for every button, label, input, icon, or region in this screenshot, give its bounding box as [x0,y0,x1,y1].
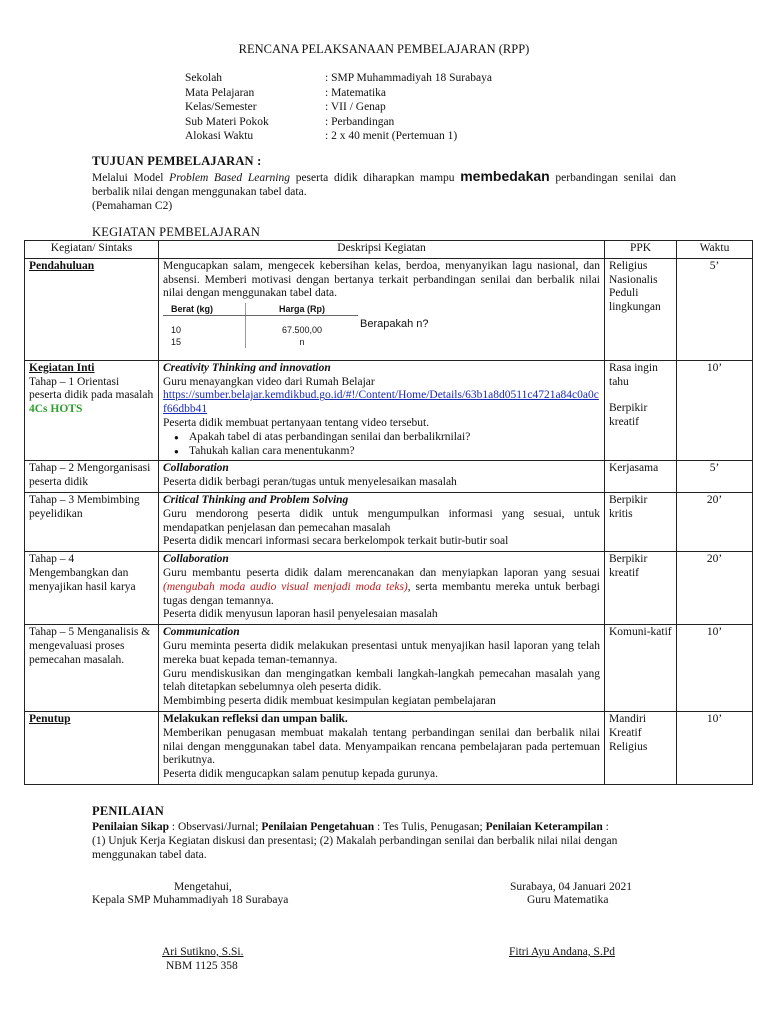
activity-text: , serta membantu mereka untuk berbagi tugas dengan temannya. [163,580,600,607]
penilaian-value: : [602,821,609,833]
meta-row-kelas [185,100,492,115]
activity-description: Peserta didik menyusun laporan hasil penyelesaian masalah [163,608,438,621]
tujuan-text: peserta didik diharapkan mampu [290,172,461,184]
sintaks-step: Tahap – 3 Membimbing peyelidikan [25,492,159,551]
table-header-row [25,241,753,259]
example-data-table [163,303,358,348]
activity-description: Guru menayangkan video dari Rumah Belajar [163,375,375,388]
tujuan-keyword: membedakan [460,168,550,184]
penilaian-label: Penilaian Pengetahuan [261,821,375,833]
activity-title: Critical Thinking and Problem Solving [163,493,349,506]
table-row-tahap-2 [25,461,753,493]
table-row-tahap-4 [25,552,753,625]
penilaian-detail: (1) Unjuk Kerja Kegiatan diskusi dan presentasi; (2) Makalah perbandingan senilai dan berbalik nilai nilai dengan menggunakan tabel data. [92,835,618,861]
col-header-waktu: Waktu [677,241,753,259]
example-table-row [163,336,358,348]
ppk-item: Religius [609,740,648,753]
document-title: RENCANA PELAKSANAAN PEMBELAJARAN (RPP) [238,42,530,56]
waktu-cell: 5’ [677,461,753,493]
example-cell: n [246,336,359,348]
example-header-berat: Berat (kg) [163,303,246,316]
table-row-penutup [25,711,753,784]
ppk-item: Berpikir kreatif [605,552,677,625]
activity-title: Communication [163,626,240,639]
activity-description: Peserta didik membuat pertanyaan tentang video tersebut. [163,416,430,429]
meta-value: : Perbandingan [325,115,395,128]
waktu-cell: 10’ [677,360,753,461]
ppk-item: Rasa ingin tahu [609,361,658,388]
penilaian-value: : Tes Tulis, Penugasan; [374,821,486,833]
meta-value: : 2 x 40 menit (Pertemuan 1) [325,130,458,142]
waktu-cell: 20’ [677,492,753,551]
activity-text: Guru membantu peserta didik dalam merencanakan dan menyiapkan laporan yang sesuai [163,566,600,579]
meta-row-sekolah [185,71,492,86]
activity-description: Guru mendiskusikan dan mengingatkan kembali langkah-langkah pemecahan masalah yang telah ditetapkan sebelumnya oleh peserta didik. [163,667,600,694]
activity-title: Collaboration [163,462,229,475]
example-cell: 15 [171,337,182,348]
tujuan-level: (Pemahaman C2) [92,200,173,212]
signature-right-place-date: Surabaya, 04 Januari 2021 [510,881,632,893]
meta-label: Alokasi Waktu [185,130,254,142]
sintaks-step: Tahap – 5 Menganalisis & mengevaluasi proses pemecahan masalah. [25,625,159,712]
penilaian-heading: PENILAIAN [92,804,164,818]
ppk-item: Kerjasama [605,461,677,493]
activity-description: Peserta didik mencari informasi secara berkelompok terkait butir-butir soal [163,535,509,548]
meta-value: : SMP Muhammadiyah 18 Surabaya [325,72,492,84]
sintaks-step: Tahap – 4 Mengembangkan dan menyajikan hasil karya [25,552,159,625]
sintaks-label: Kegiatan Inti [29,361,95,374]
table-row-pendahuluan [25,258,753,360]
waktu-cell: 5’ [677,258,753,360]
ppk-item: Religius [609,259,648,272]
ppk-item: Peduli [609,287,639,300]
col-header-sintaks: Kegiatan/ Sintaks [25,241,159,259]
example-cell: 10 [171,325,182,336]
activity-description: Guru mendorong peserta didik untuk mengumpulkan informasi yang sesuai, untuk mendapatkan penjelasan dan pemecahan masalah [163,507,600,534]
example-table-block [163,301,600,348]
example-header-harga: Harga (Rp) [246,303,359,316]
activity-description: Guru meminta peserta didik melakukan presentasi untuk menyajikan hasil laporan yang telah mereka buat kepada teman-temannya. [163,639,600,666]
activity-description: Mengucapkan salam, mengecek kebersihan kelas, berdoa, menyanyikan lagu nasional, dan absensi. Memberi motivasi dengan bertanya terkait perbandingan senilai dan berbalik nilai nilai dengan menggunakan tabel data. [163,259,600,300]
activity-description: Peserta didik berbagi peran/tugas untuk menyelesaikan masalah [163,476,457,489]
col-header-deskripsi: Deskripsi Kegiatan [159,241,605,259]
signature-left-role: Kepala SMP Muhammadiyah 18 Surabaya [92,894,289,906]
penilaian-line [92,820,692,834]
waktu-cell: 10’ [677,625,753,712]
tujuan-heading: TUJUAN PEMBELAJARAN : [92,154,262,168]
activity-title: Collaboration [163,553,229,566]
video-link[interactable]: https://sumber.belajar.kemdikbud.go.id/#!/Content/Home/Details/63b1a8d0511c4721a84c0a0cf66dbb41 [163,389,599,416]
activity-description [163,567,600,608]
meta-label: Sub Materi Pokok [185,115,269,128]
waktu-cell: 20’ [677,552,753,625]
table-row-tahap-3 [25,492,753,551]
meta-label: Sekolah [185,72,223,84]
example-cell: 67.500,00 [246,316,359,337]
ppk-item: Berpikir kritis [605,492,677,551]
meta-value: : Matematika [325,86,386,99]
meta-label: Mata Pelajaran [185,86,255,99]
example-question: Berapakah n? [360,317,429,330]
identity-block [185,71,492,144]
tujuan-text: Melalui Model [92,172,170,184]
hots-label: 4Cs HOTS [29,403,83,416]
ppk-item: Kreatif [609,726,642,739]
penilaian-value: : Observasi/Jurnal; [169,821,262,833]
meta-row-submateri [185,115,492,130]
ppk-item: Berpikir kreatif [609,402,648,429]
meta-label: Kelas/Semester [185,101,257,113]
question-list [163,431,600,459]
kegiatan-heading: KEGIATAN PEMBELAJARAN [92,225,261,239]
table-row-tahap-5 [25,625,753,712]
table-row-tahap-1 [25,360,753,461]
meta-row-alokasi [185,129,492,144]
activity-description: Membimbing peserta didik membuat kesimpulan kegiatan pembelajaran [163,695,496,708]
col-header-ppk: PPK [605,241,677,259]
signature-left-name: Ari Sutikno, S.Si. [162,946,244,958]
meta-row-mapel [185,86,492,101]
activity-description: Peserta didik mengucapkan salam penutup kepada gurunya. [163,768,438,781]
example-table-row [163,316,358,337]
signature-left-label: Mengetahui, [174,881,232,893]
activity-description: Memberikan penugasan membuat makalah tentang perbandingan senilai dan berbalik nilai nilai dengan menggunakan tabel data. Menyampaikan rencana pembelajaran pada pertemuan berikutnya. [163,726,600,767]
meta-value: : VII / Genap [325,101,386,113]
tujuan-paragraph [92,169,676,199]
activity-note: (mengubah moda audio visual menjadi moda teks) [163,580,408,593]
waktu-cell: 10’ [677,711,753,784]
ppk-item: Mandiri [609,712,647,725]
list-item: ● Apakah tabel di atas perbandingan senilai dan berbalikrnilai? [189,431,600,445]
model-name: Problem Based Learning [169,172,290,184]
activity-title: Creativity Thinking and innovation [163,361,331,374]
list-item: ● Tahukah kalian cara menentukanm? [189,445,600,459]
activity-title: Melakukan refleksi dan umpan balik. [163,712,348,725]
signature-left-id: NBM 1125 358 [166,960,238,972]
penilaian-label: Penilaian Sikap [92,821,170,833]
signature-right-role: Guru Matematika [527,894,609,906]
signature-right-name: Fitri Ayu Andana, S.Pd [509,946,615,958]
sintaks-step: Tahap – 2 Mengorganisasi peserta didik [25,461,159,493]
tujuan-text: perbandingan senilai dan berbalik nilai dengan menggunakan tabel data. [92,172,676,198]
example-table-header [163,303,358,316]
sintaks-label: Penutup [29,712,71,725]
ppk-item: lingkungan [609,301,661,314]
sintaks-label: Pendahuluan [29,259,95,272]
sintaks-step: Tahap – 1 Orientasi peserta didik pada masalah [29,375,154,402]
ppk-item: Komuni-katif [605,625,677,712]
ppk-item: Nasionalis [609,273,658,286]
kegiatan-table [24,240,753,785]
penilaian-label: Penilaian Keterampilan [485,821,603,833]
